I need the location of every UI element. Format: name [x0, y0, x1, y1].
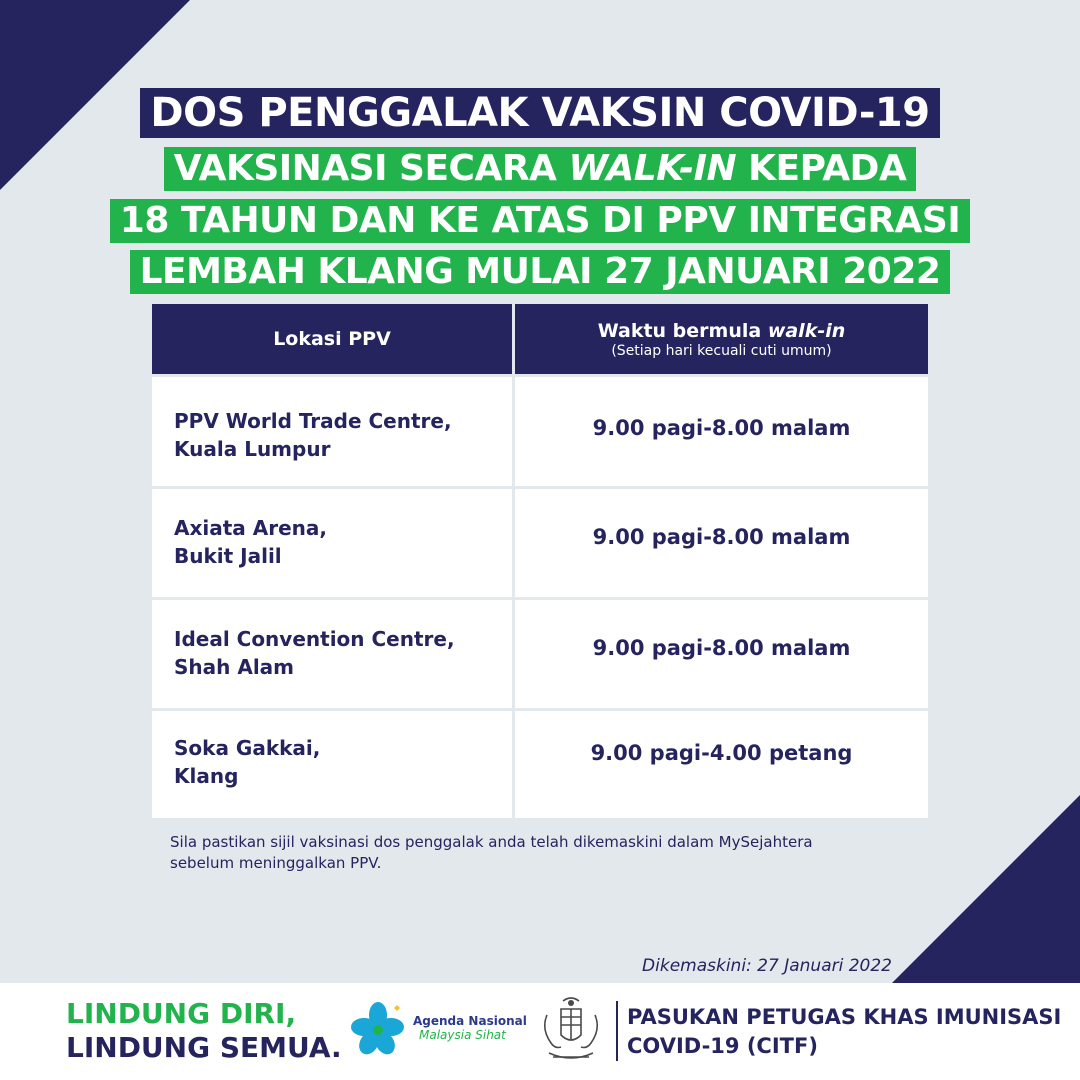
hibiscus-icon — [347, 997, 409, 1059]
headline-line-3: 18 TAHUN DAN KE ATAS DI PPV INTEGRASI — [110, 199, 970, 243]
table-header-time — [515, 304, 928, 374]
citf-line-1: PASUKAN PETUGAS KHAS IMUNISASI — [627, 1005, 1062, 1029]
headline-subtitle-1 — [0, 147, 1080, 191]
table-header-location — [152, 304, 512, 374]
location-area: Kuala Lumpur — [174, 437, 331, 461]
headline-line-4: LEMBAH KLANG MULAI 27 JANUARI 2022 — [130, 250, 951, 294]
headline-line-2 — [164, 147, 917, 191]
location-header-label: Lokasi PPV — [273, 328, 391, 350]
footnote-line-1: Sila pastikan sijil vaksinasi dos penggalak anda telah dikemaskini dalam MySejahtera — [170, 833, 813, 851]
headline-line-2-post: KEPADA — [736, 148, 907, 189]
footnote — [170, 832, 930, 874]
location-area: Bukit Jalil — [174, 544, 282, 568]
government-crest-icon — [533, 995, 609, 1071]
table-row-time — [515, 600, 928, 708]
time-header-label — [598, 320, 846, 342]
time-header-pre: Waktu bermula — [597, 319, 768, 342]
footer-divider — [616, 1001, 618, 1061]
time-header-subtitle: (Setiap hari kecuali cuti umum) — [611, 342, 832, 359]
headline-subtitle-2 — [0, 199, 1080, 243]
table-row-location — [152, 377, 512, 486]
location-name: Ideal Convention Centre, — [174, 627, 455, 651]
table-row-location — [152, 489, 512, 597]
table-row-time — [515, 711, 928, 818]
headline-line-2-pre: VAKSINASI SECARA — [173, 148, 569, 189]
slogan-line-2: LINDUNG SEMUA. — [66, 1031, 342, 1064]
headline-subtitle-3 — [0, 250, 1080, 294]
ppv-schedule-table — [152, 304, 928, 818]
location-area: Shah Alam — [174, 655, 295, 679]
time-header-em: walk-in — [767, 319, 846, 342]
time-range: 9.00 pagi-4.00 petang — [590, 741, 853, 765]
citf-line-2: COVID-19 (CITF) — [627, 1034, 818, 1058]
table-row-time — [515, 489, 928, 597]
citf-label — [627, 1003, 1061, 1061]
footnote-line-2: sebelum meninggalkan PPV. — [170, 854, 382, 872]
agenda-line-2: Malaysia Sihat — [419, 1028, 506, 1042]
location-name: PPV World Trade Centre, — [174, 409, 452, 433]
slogan-line-1: LINDUNG DIRI, — [66, 997, 297, 1030]
headline-line-1: DOS PENGGALAK VAKSIN COVID-19 — [140, 88, 939, 138]
agenda-line-1: Agenda Nasional — [413, 1014, 527, 1028]
headline-line-2-em: WALK-IN — [568, 148, 737, 189]
time-range: 9.00 pagi-8.00 malam — [592, 416, 851, 440]
table-row-location — [152, 600, 512, 708]
agenda-nasional-logo — [347, 997, 527, 1059]
corner-decoration-bottom-right — [890, 795, 1080, 985]
location-name: Axiata Arena, — [174, 516, 327, 540]
location-area: Klang — [174, 764, 239, 788]
time-range: 9.00 pagi-8.00 malam — [592, 525, 851, 549]
location-name: Soka Gakkai, — [174, 736, 321, 760]
time-range: 9.00 pagi-8.00 malam — [592, 636, 851, 660]
headline-title — [0, 88, 1080, 138]
table-row-location — [152, 711, 512, 818]
table-row-time — [515, 377, 928, 486]
updated-date: Dikemaskini: 27 Januari 2022 — [642, 956, 892, 976]
footer-bar — [0, 983, 1080, 1080]
slogan — [66, 997, 342, 1065]
